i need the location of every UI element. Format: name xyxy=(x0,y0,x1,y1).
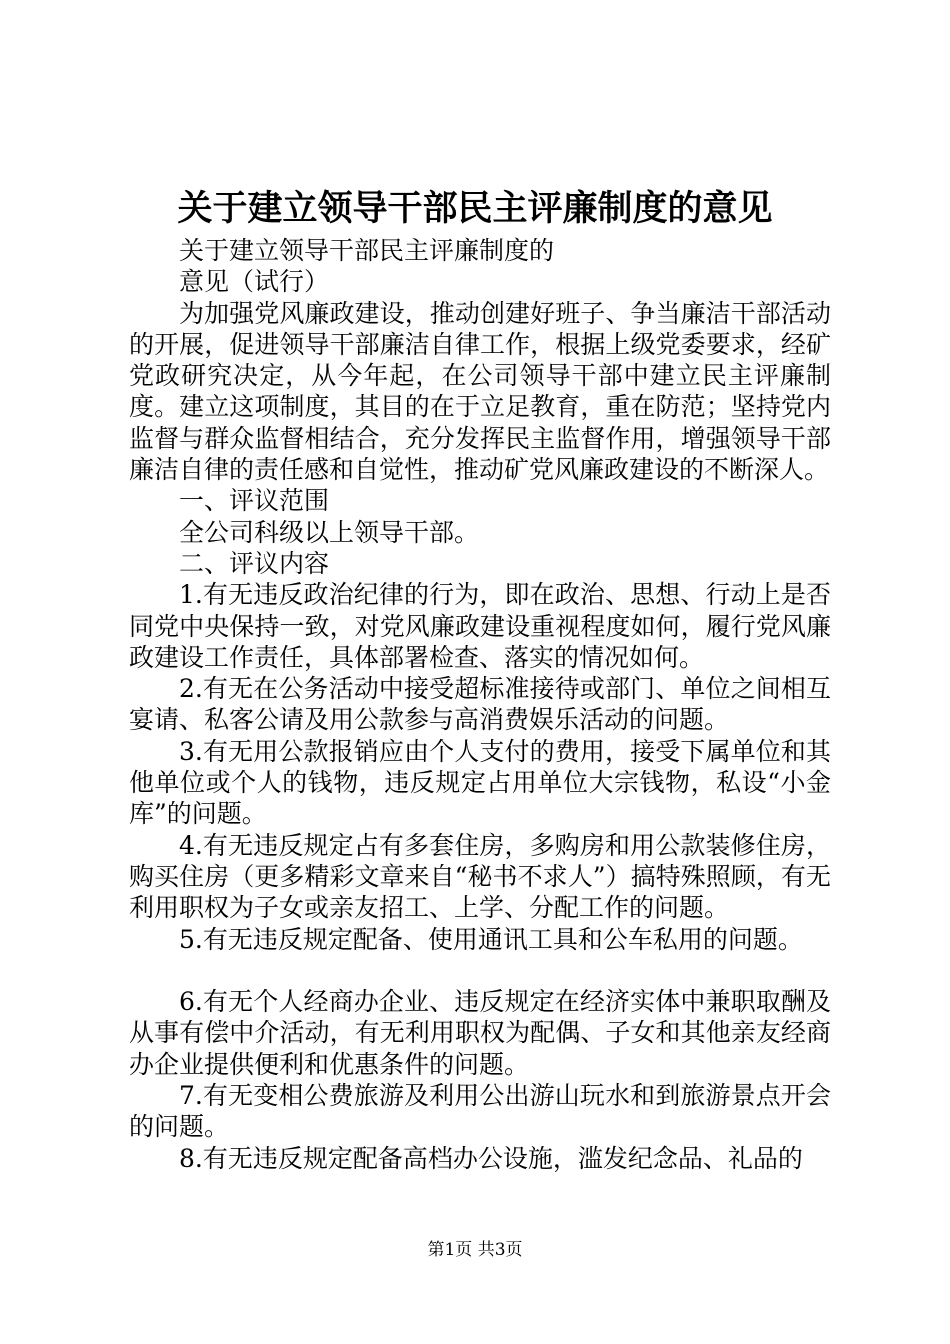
section-heading-scope: 一、评议范围 xyxy=(179,486,330,516)
item-paragraph-1: 1.有无违反政治纪律的行为，即在政治、思想、行动上是否同党中央保持一致，对党风廉政建设重视程度如何，履行党风廉政建设工作责任，具体部署检查、落实的情况如何。 xyxy=(129,580,831,672)
item-paragraph-5: 5.有无违反规定配备、使用通讯工具和公车私用的问题。 xyxy=(179,924,803,954)
document-body xyxy=(129,235,831,1174)
item-paragraph-2: 2.有无在公务活动中接受超标准接待或部门、单位之间相互宴请、私客公请及用公款参与高消费娱乐活动的问题。 xyxy=(129,674,831,735)
item-paragraph-3: 3.有无用公款报销应由个人支付的费用，接受下属单位和其他单位或个人的钱物，违反规定占用单位大宗钱物，私设“小金库”的问题。 xyxy=(129,736,831,829)
item-paragraph-6: 6.有无个人经商办企业、违反规定在经济实体中兼职取酬及从事有偿中介活动，有无利用职权为配偶、子女和其他亲友经商办企业提供便利和优惠条件的问题。 xyxy=(129,987,831,1079)
scope-paragraph: 全公司科级以上领导干部。 xyxy=(179,517,480,547)
document-title: 关于建立领导干部民主评廉制度的意见 xyxy=(177,188,773,229)
item-paragraph-7: 7.有无变相公费旅游及利用公出游山玩水和到旅游景点开会的问题。 xyxy=(129,1081,831,1142)
item-paragraph-4: 4.有无违反规定占有多套住房，多购房和用公款装修住房，购买住房（更多精彩文章来自“秘书不求人”）搞特殊照顾，有无利用职权为子女或亲友招工、上学、分配工作的问题。 xyxy=(129,830,831,923)
subtitle-line-2: 意见（试行） xyxy=(179,267,330,297)
page-footer: 第1页 共3页 xyxy=(427,1240,523,1260)
section-heading-content: 二、评议内容 xyxy=(179,548,330,578)
subtitle-line-1: 关于建立领导干部民主评廉制度的 xyxy=(179,236,555,265)
item-paragraph-8: 8.有无违反规定配备高档办公设施，滥发纪念品、礼品的 xyxy=(179,1143,803,1173)
blank-line xyxy=(129,955,831,986)
intro-paragraph: 为加强党风廉政建设，推动创建好班子、争当廉洁干部活动的开展，促进领导干部廉洁自律工作，根据上级党委要求，经矿党政研究决定，从今年起，在公司领导干部中建立民主评廉制度。建立这项制度，其目的在于立足教育，重在防范；坚持党内监督与群众监督相结合，充分发挥民主监督作用，增强领导干部廉洁自律的责任感和自觉性，推动矿党风廉政建设的不断深人。 xyxy=(129,298,831,485)
